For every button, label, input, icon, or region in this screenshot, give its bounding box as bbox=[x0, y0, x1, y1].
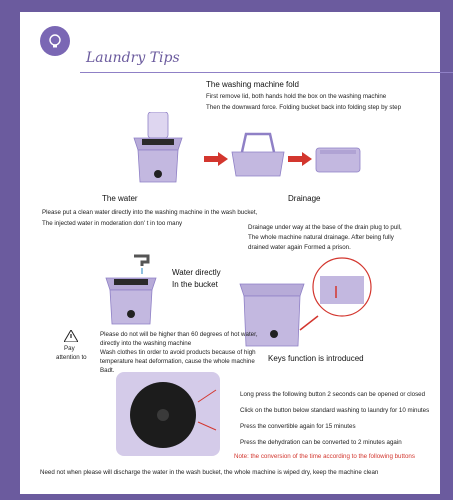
page-title: Laundry Tips bbox=[86, 50, 180, 66]
fold-line-1: First remove lid, both hands hold the box on the washing machine bbox=[206, 93, 387, 100]
water-heading: The water bbox=[102, 194, 138, 203]
drainage-line-3: drained water again Formed a prison. bbox=[248, 244, 351, 251]
attention-label-1: Pay bbox=[64, 345, 75, 352]
attention-label-2: attention to bbox=[56, 354, 87, 361]
drainage-line-1: Drainage under way at the base of the drain plug to pull, bbox=[248, 224, 402, 231]
attention-line-4: temperature heat deformation, cause the whole machine bbox=[100, 358, 255, 365]
drain-plug-zoom-illustration bbox=[306, 256, 378, 318]
arrow-right-icon bbox=[288, 152, 312, 166]
key-item-1: Long press the following button 2 seconds can be opened or closed bbox=[240, 391, 426, 398]
filling-machine-illustration bbox=[98, 250, 168, 326]
arrow-right-icon bbox=[204, 152, 228, 166]
keys-heading: Keys function is introduced bbox=[268, 354, 364, 363]
fold-line-2: Then the downward force. Folding bucket back into folding step by step bbox=[206, 104, 402, 111]
warning-icon bbox=[64, 330, 78, 342]
drainage-line-2: The whole machine natural drainage. After being fully bbox=[248, 234, 394, 241]
footer-note: Need not when please will discharge the water in the wash bucket, the whole machine is wiped dry, keep the machine clean bbox=[40, 469, 379, 476]
folding-machine-illustration bbox=[228, 130, 288, 182]
tips-card bbox=[20, 12, 440, 494]
water-line-1: Please put a clean water directly into the washing machine in the wash bucket, bbox=[42, 209, 258, 216]
key-item-2: Click on the button below standard washing to laundry for 10 minutes bbox=[240, 407, 430, 414]
keys-note: Note: the conversion of the time according to the following buttons bbox=[234, 453, 415, 460]
attention-line-2: directly into the washing machine bbox=[100, 340, 192, 347]
direct-heading-2: In the bucket bbox=[172, 280, 218, 289]
drainage-heading: Drainage bbox=[288, 194, 321, 203]
fold-heading: The washing machine fold bbox=[206, 80, 299, 89]
open-machine-illustration bbox=[120, 112, 200, 192]
attention-line-3: Wash clothes tin order to avoid products because of high bbox=[100, 349, 256, 356]
attention-line-1: Please do not will be higher than 60 degrees of hot water, bbox=[100, 331, 258, 338]
lightbulb-logo-icon bbox=[40, 26, 70, 56]
direct-heading-1: Water directly bbox=[172, 268, 221, 277]
water-line-2: The injected water in moderation don' t in too many bbox=[42, 220, 183, 227]
control-panel-illustration bbox=[116, 372, 220, 456]
title-divider bbox=[80, 72, 453, 73]
attention-line-5: Badt. bbox=[100, 367, 115, 374]
folded-machine-illustration bbox=[314, 144, 362, 176]
key-item-4: Press the dehydration can be converted to 2 minutes again bbox=[240, 439, 402, 446]
key-item-3: Press the convertible again for 15 minutes bbox=[240, 423, 356, 430]
